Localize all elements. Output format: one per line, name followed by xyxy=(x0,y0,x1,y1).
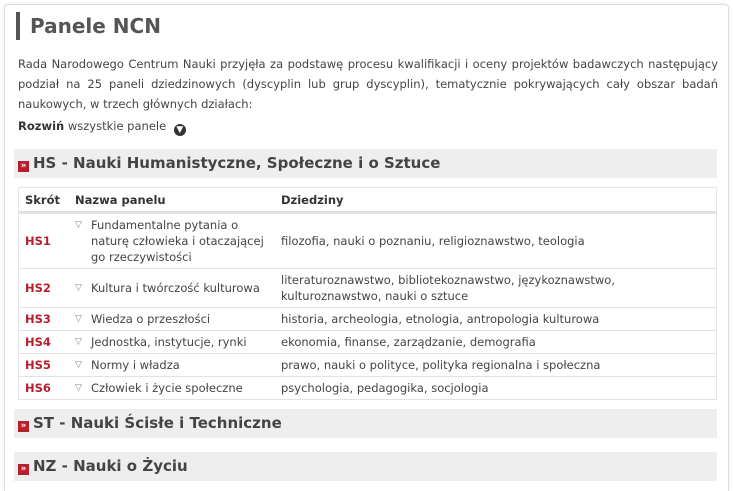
table-row[interactable] xyxy=(19,331,717,354)
double-chevron-right-icon: » xyxy=(18,464,29,475)
panel-code[interactable]: HS1 xyxy=(19,213,70,269)
table-row[interactable] xyxy=(19,213,717,269)
triangle-down-icon[interactable]: ▽ xyxy=(75,283,82,293)
header-code: Skrót xyxy=(19,188,70,213)
panel-name-label: Jednostka, instytucje, rynki xyxy=(91,335,247,349)
panel-code[interactable]: HS3 xyxy=(19,308,70,331)
panel-fields: psychologia, pedagogika, socjologia xyxy=(275,377,717,400)
section-st-label: ST - Nauki Ścisłe i Techniczne xyxy=(33,414,282,432)
triangle-down-icon[interactable]: ▽ xyxy=(75,337,82,347)
expand-all-rest: wszystkie panele xyxy=(67,119,167,133)
panel-code[interactable]: HS5 xyxy=(19,354,70,377)
double-chevron-right-icon: » xyxy=(18,421,29,432)
panel-name-label: Normy i władza xyxy=(91,358,180,372)
section-hs[interactable] xyxy=(14,149,717,178)
header-name: Nazwa panelu xyxy=(69,188,275,213)
section-st[interactable] xyxy=(14,409,717,438)
panel-fields: ekonomia, finanse, zarządzanie, demografia xyxy=(275,331,717,354)
header-fields: Dziedziny xyxy=(275,188,717,213)
panel-name-label: Wiedza o przeszłości xyxy=(91,312,211,326)
panel-code[interactable]: HS6 xyxy=(19,377,70,400)
triangle-down-icon[interactable]: ▽ xyxy=(75,314,82,324)
page-title: Panele NCN xyxy=(16,12,161,40)
table-header-row xyxy=(19,188,717,213)
table-row[interactable] xyxy=(19,377,717,400)
panel-name-label: Fundamentalne pytania o naturę człowieka i otaczającej go rzeczywistości xyxy=(91,218,264,264)
panel-name[interactable] xyxy=(69,354,275,377)
table-row[interactable] xyxy=(19,354,717,377)
table-row[interactable] xyxy=(19,308,717,331)
panel-name-label: Człowiek i życie społeczne xyxy=(91,381,243,395)
panel-name[interactable] xyxy=(69,269,275,308)
triangle-down-icon[interactable]: ▽ xyxy=(75,360,82,370)
panel-name-label: Kultura i twórczość kulturowa xyxy=(91,281,260,295)
panel-fields: prawo, nauki o polityce, polityka regionalna i społeczna xyxy=(275,354,717,377)
panel-name[interactable] xyxy=(69,377,275,400)
section-nz-label: NZ - Nauki o Życiu xyxy=(33,457,188,475)
section-nz[interactable] xyxy=(14,452,717,481)
arrow-down-circle-icon: ▼ xyxy=(174,124,186,136)
panel-fields: filozofia, nauki o poznaniu, religioznawstwo, teologia xyxy=(275,213,717,269)
intro-text: Rada Narodowego Centrum Nauki przyjęła za podstawę procesu kwalifikacji i oceny projektów badawczych następujący podział na 25 paneli dziedzinowych (dyscyplin lub grup dyscyplin), tematycznie pokrywających cały obszar badań naukowych, w trzech głównych działach: xyxy=(18,57,718,111)
section-hs-label: HS - Nauki Humanistyczne, Społeczne i o Sztuce xyxy=(33,154,441,172)
double-chevron-right-icon: » xyxy=(18,161,29,172)
panel-code[interactable]: HS2 xyxy=(19,269,70,308)
panel-name[interactable] xyxy=(69,331,275,354)
expand-all-link[interactable] xyxy=(18,118,186,136)
table-row[interactable] xyxy=(19,269,717,308)
panel-fields: literaturoznawstwo, bibliotekoznawstwo, językoznawstwo, kulturoznawstwo, nauki o sztuce xyxy=(275,269,717,308)
panels-table xyxy=(18,187,717,400)
panel-name[interactable] xyxy=(69,213,275,269)
panel-name[interactable] xyxy=(69,308,275,331)
expand-all-bold: Rozwiń xyxy=(18,119,65,133)
panel-code[interactable]: HS4 xyxy=(19,331,70,354)
panel-fields: historia, archeologia, etnologia, antropologia kulturowa xyxy=(275,308,717,331)
triangle-down-icon[interactable]: ▽ xyxy=(75,220,82,230)
triangle-down-icon[interactable]: ▽ xyxy=(75,383,82,393)
